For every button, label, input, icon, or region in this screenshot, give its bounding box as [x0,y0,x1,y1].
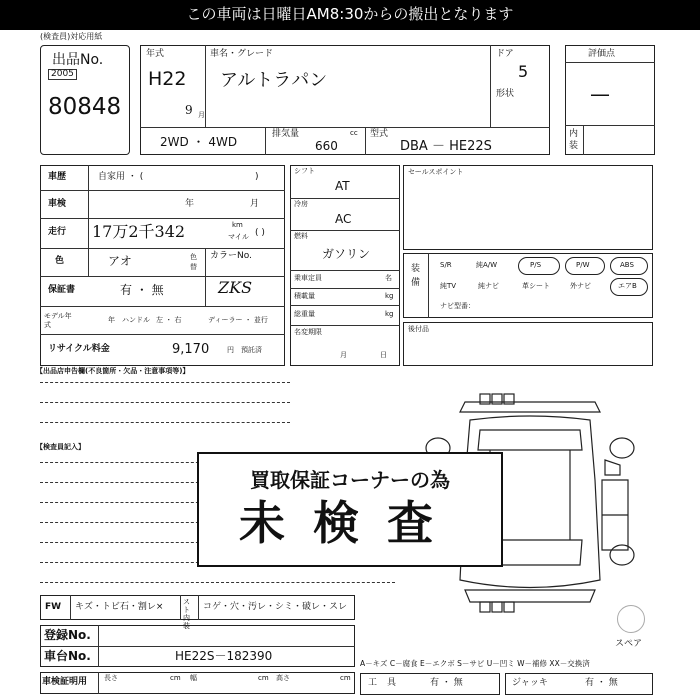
equip-airbag: エアB [618,282,637,290]
lot-number: 80848 [48,94,122,120]
name-change-label: 名変期限 [294,328,322,336]
legend-text: A－キズ C－腐食 E－エクボ S－サビ U－凹ミ W－補修 XX－交換済 [360,659,590,668]
warranty-label: 保証書 [48,285,76,295]
color-no-label: カラーNo. [210,251,252,261]
equip-pw: P/W [576,261,590,269]
model-label: 車名・グレード [210,49,274,59]
displacement-value: 660 [315,139,338,153]
color-value: アオ [108,254,132,268]
displacement-unit: cc [350,129,358,137]
mileage-unit-mile: マイル [228,233,249,241]
load-unit: kg [385,292,394,300]
capacity-unit: 名 [385,274,392,282]
fw-interior-label: スト内装 [183,598,190,630]
doors-shape-label: 形状 [496,89,515,99]
fuel-label: 燃料 [294,232,308,240]
ac-value: AC [335,212,352,226]
year-value: H22 [148,68,187,90]
equipment-label: 装備 [411,264,421,288]
ac-label: 冷房 [294,200,308,208]
name-change-month: 月 [340,351,347,359]
shift-value: AT [335,179,350,193]
inspector-notes-label: 【検査員記入】 [36,443,85,451]
mileage-unit-km: km [232,221,243,229]
fw-label: FW [45,602,62,612]
model-year-label: モデル年式 [44,312,72,329]
recycle-label: リサイクル料金 [48,344,110,354]
banner-text: この車両は日曜日AM8:30からの搬出となります [186,5,514,23]
jack-value: 有 ・ 無 [585,678,618,688]
handle-label: ハンドル [122,316,150,324]
recycle-unit: 円 [227,346,234,354]
doors-value: 5 [518,62,529,81]
history-close: ) [255,172,259,182]
vehicle-spec-length: 長さ [104,674,118,682]
sales-point-box [403,165,653,250]
mileage-value: 17万2千342 [92,222,186,241]
header-title: (検査員)対応用紙 [40,32,103,41]
vehicle-spec-height: 高さ [276,674,290,682]
vehicle-spec-box [40,672,355,694]
lot-tag: 2005 [48,69,77,80]
year-month-unit: 月 [198,111,205,119]
model-value: アルトラパン [220,70,328,91]
recycle-note: 預託済 [241,346,262,354]
drive-value: 2WD ・ 4WD [160,135,238,149]
equip-ext-navi: 外ナビ [570,282,591,290]
vehicle-spec-label: 車検証明用 [42,677,88,687]
load-label: 積載量 [294,292,315,300]
score-label: 評価点 [588,49,616,59]
jack-label: ジャッキ [512,678,548,688]
chassis-value: HE22S－182390 [175,649,273,663]
model-year-year: 年 [108,316,115,324]
sales-point-label: セールスポイント [408,168,464,176]
vehicle-spec-cm1: cm [170,674,181,682]
warranty-code: ZKS [218,278,253,297]
inspection-year: 年 [185,199,195,209]
equip-alloy: 純A/W [476,261,498,269]
weight-label: 総重量 [294,310,315,318]
handle-value: 左 ・ 右 [156,316,182,324]
color-label: 色 [55,256,65,266]
details-box [40,165,285,366]
recycle-value: 9,170 [172,342,210,357]
fw-items: キズ・トビ石・割レ× [75,602,164,612]
equip-navi-model: ナビ型番： [440,302,475,310]
fuel-value: ガソリン [322,247,371,261]
stamp-line1: 買取保証コーナーの為 [250,468,450,492]
warranty-value: 有 ・ 無 [120,283,164,297]
lot-label: 出品No. [52,52,104,68]
name-change-day: 日 [380,351,387,359]
mileage-label: 走行 [48,227,67,237]
doors-label: ドア [496,49,514,59]
equip-tv: 純TV [440,282,457,290]
inspection-month: 月 [250,199,260,209]
equip-navi: 純ナビ [478,282,499,290]
shift-label: シフト [294,167,315,175]
seller-notes-label: 【出品店申告欄(不良箇所・欠品・注意事項等)】 [36,367,190,375]
mileage-paren: ( ) [255,228,265,238]
equip-abs: ABS [620,261,634,269]
stamp-line2: 未検査 [239,496,461,550]
interior-label: 内装 [569,129,579,151]
registration-label: 登録No. [44,628,91,642]
tools-label: 工具 [368,678,407,688]
spare-circle [617,605,645,633]
equip-leather: 革シート [522,282,550,290]
equip-sr: S/R [440,261,452,269]
year-month: 9 [185,103,193,117]
vehicle-spec-cm2: cm [258,674,269,682]
capacity-label: 乗車定員 [294,274,322,282]
vehicle-spec-width: 幅 [190,674,197,682]
type-value: DBA － HE22S [400,139,492,154]
tools-value: 有 ・ 無 [430,678,463,688]
displacement-label: 排気量 [272,129,300,139]
color-change-label: 色替 [190,253,197,271]
aftermarket-box [403,322,653,366]
history-value: 自家用 ・ ( [98,172,144,182]
type-label: 型式 [370,129,389,139]
equip-ps: P/S [530,261,542,269]
spare-label: スペア [615,639,643,649]
vehicle-spec-cm3: cm [340,674,351,682]
weight-unit: kg [385,310,394,318]
year-label: 年式 [146,49,165,59]
inspection-label: 車検 [48,199,67,209]
history-label: 車歴 [48,172,67,182]
dealer-value: ディーラー ・ 並行 [208,316,268,324]
score-value: — [590,82,610,106]
fw-interior-items: コゲ・穴・汚レ・シミ・破レ・スレ [203,602,348,612]
aftermarket-label: 後付品 [408,325,429,333]
chassis-label: 車台No. [44,649,91,663]
